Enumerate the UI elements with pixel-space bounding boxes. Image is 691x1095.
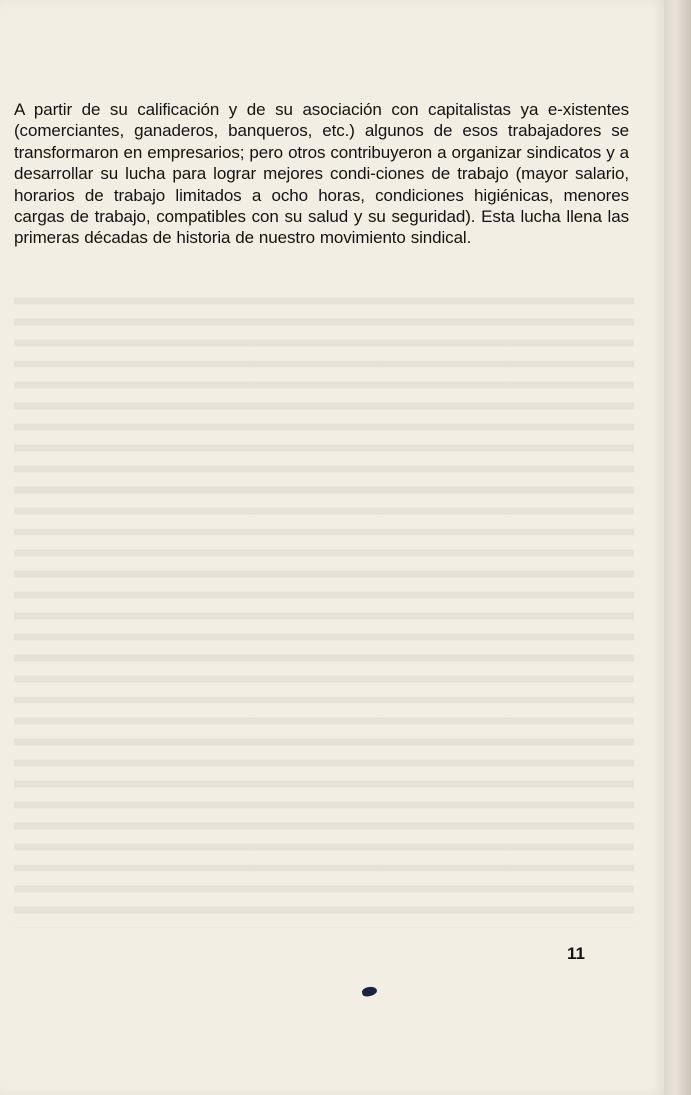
page-edge	[664, 0, 691, 1095]
bleed-through-texture	[14, 288, 634, 928]
page-number: 11	[567, 944, 585, 963]
body-paragraph: A partir de su calificación y de su asociación con capitalistas ya e-xistentes (comerciantes, ganaderos, banqueros, etc.) algunos de esos trabajadores se transformaron en empresarios; pero otros contribuyeron a organizar sindicatos y a desarrollar su lucha para lograr mejores condi-ciones de trabajo (mayor salario, horarios de trabajo limitados a ocho horas, condiciones higiénicas, menores cargas de trabajo, compatibles con su salud y su seguridad). Esta lucha llena las primeras décadas de historia de nuestro movimiento sindical.	[14, 100, 629, 248]
ink-spot	[361, 986, 378, 998]
